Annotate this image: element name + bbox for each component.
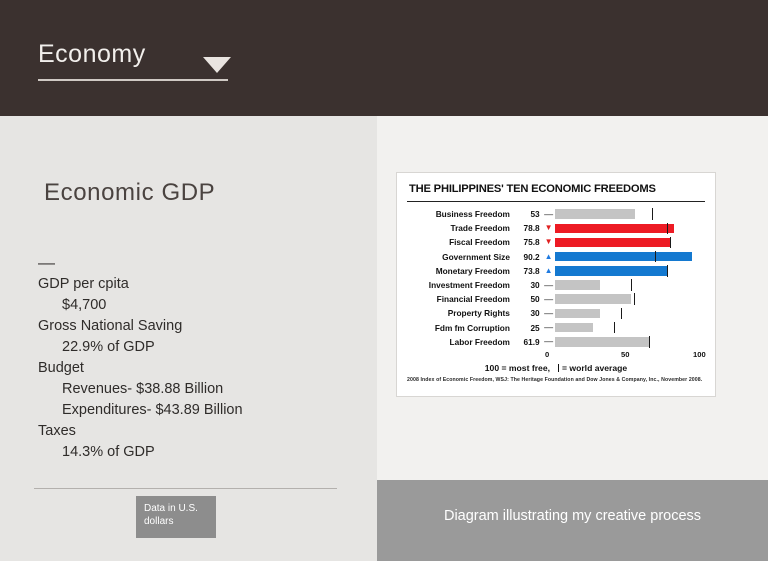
list-item: Gross National Saving bbox=[38, 318, 183, 334]
divider bbox=[34, 488, 337, 489]
table-row bbox=[407, 264, 705, 278]
table-row bbox=[407, 321, 705, 335]
row-track bbox=[555, 337, 705, 347]
world-average-tick bbox=[631, 279, 632, 291]
row-label: Business Freedom bbox=[435, 209, 510, 220]
row-value: 50 bbox=[530, 294, 540, 305]
row-bar bbox=[555, 323, 593, 333]
world-average-marker-icon bbox=[558, 364, 559, 372]
figure-caption: Diagram illustrating my creative process bbox=[443, 508, 702, 524]
table-row bbox=[407, 292, 705, 306]
trend-flat-icon: — bbox=[544, 336, 554, 347]
slide-header bbox=[0, 0, 768, 116]
trend-up-icon: ▲ bbox=[544, 265, 553, 275]
note-callout: Data in U.S. dollars bbox=[136, 496, 216, 538]
table-row bbox=[407, 207, 705, 221]
row-label: Monetary Freedom bbox=[435, 265, 510, 276]
row-label: Fdm fm Corruption bbox=[434, 322, 510, 333]
row-value: 53 bbox=[530, 209, 540, 220]
row-value: 75.8 bbox=[523, 237, 540, 248]
trend-flat-icon: — bbox=[544, 293, 554, 304]
row-bar bbox=[555, 209, 636, 219]
list-item: GDP per cpita bbox=[38, 276, 129, 292]
axis-tick-label: 100 bbox=[693, 349, 706, 359]
row-value: 25 bbox=[530, 322, 540, 333]
row-label: Financial Freedom bbox=[436, 294, 510, 305]
list-item: Revenues- $38.88 Billion bbox=[62, 381, 224, 397]
axis-tick-label: 50 bbox=[621, 349, 630, 359]
list-item: Taxes bbox=[38, 423, 76, 439]
row-track bbox=[555, 238, 705, 248]
table-row bbox=[407, 278, 705, 292]
row-bar bbox=[555, 224, 675, 234]
world-average-tick bbox=[614, 322, 615, 334]
row-bar bbox=[555, 252, 692, 262]
row-label: Government Size bbox=[442, 251, 510, 262]
row-value: 78.8 bbox=[523, 223, 540, 234]
row-bar bbox=[555, 238, 670, 248]
row-label: Investment Freedom bbox=[428, 280, 510, 291]
row-bar bbox=[555, 337, 649, 347]
world-average-tick bbox=[652, 208, 653, 220]
table-row bbox=[407, 221, 705, 235]
table-row bbox=[407, 250, 705, 264]
trend-flat-icon: — bbox=[544, 307, 554, 318]
row-value: 30 bbox=[530, 280, 540, 291]
world-average-tick bbox=[634, 293, 635, 305]
caption-bar bbox=[377, 480, 768, 561]
trend-flat-icon: — bbox=[544, 322, 554, 333]
trend-down-icon: ▼ bbox=[544, 237, 553, 247]
world-average-tick bbox=[621, 308, 622, 320]
legend-world-average: = world average bbox=[562, 362, 628, 373]
row-track bbox=[555, 323, 705, 333]
row-bar bbox=[555, 294, 631, 304]
chart-title: THE PHILIPPINES' TEN ECONOMIC FREEDOMS bbox=[409, 183, 656, 195]
chart-title-rule bbox=[407, 201, 705, 202]
list-item: Budget bbox=[38, 360, 84, 376]
row-track bbox=[555, 294, 705, 304]
row-track bbox=[555, 309, 705, 319]
trend-up-icon: ▲ bbox=[544, 251, 553, 261]
world-average-tick bbox=[667, 223, 668, 235]
row-track bbox=[555, 280, 705, 290]
section-title: Economic GDP bbox=[44, 179, 216, 206]
row-bar bbox=[555, 309, 601, 319]
trend-down-icon: ▼ bbox=[544, 223, 553, 233]
row-label: Trade Freedom bbox=[450, 223, 510, 234]
row-track bbox=[555, 266, 705, 276]
list-item: 22.9% of GDP bbox=[62, 339, 155, 355]
table-row bbox=[407, 235, 705, 249]
row-label: Property Rights bbox=[447, 308, 510, 319]
bullet-dash: — bbox=[38, 253, 55, 272]
chevron-down-icon[interactable] bbox=[203, 57, 231, 73]
row-bar bbox=[555, 280, 601, 290]
list-item: Expenditures- $43.89 Billion bbox=[62, 402, 243, 418]
page-title: Economy bbox=[38, 40, 146, 68]
left-content-panel bbox=[0, 116, 377, 561]
economic-freedoms-chart bbox=[396, 172, 716, 397]
chart-legend bbox=[407, 363, 705, 373]
world-average-tick bbox=[655, 251, 656, 263]
row-value: 30 bbox=[530, 308, 540, 319]
chart-rows bbox=[407, 207, 705, 349]
gdp-fact-list bbox=[38, 274, 358, 463]
table-row bbox=[407, 306, 705, 320]
world-average-tick bbox=[667, 265, 668, 277]
row-track bbox=[555, 252, 705, 262]
row-label: Labor Freedom bbox=[449, 336, 510, 347]
chart-source: 2008 Index of Economic Freedom, WSJ: The Heritage Foundation and Dow Jones & Company, Inc., November 2008. bbox=[407, 376, 703, 383]
trend-flat-icon: — bbox=[544, 279, 554, 290]
row-label: Fiscal Freedom bbox=[449, 237, 510, 248]
list-item: $4,700 bbox=[62, 297, 107, 313]
world-average-tick bbox=[649, 336, 650, 348]
list-item: 14.3% of GDP bbox=[62, 444, 155, 460]
chart-x-axis bbox=[545, 349, 706, 361]
trend-flat-icon: — bbox=[544, 208, 554, 219]
axis-tick-label: 0 bbox=[545, 349, 550, 359]
world-average-tick bbox=[670, 237, 671, 249]
row-track bbox=[555, 209, 705, 219]
row-value: 73.8 bbox=[523, 265, 540, 276]
legend-most-free: 100 = most free, bbox=[484, 362, 550, 373]
header-title-underline bbox=[38, 42, 228, 81]
row-track bbox=[555, 224, 705, 234]
row-value: 90.2 bbox=[523, 251, 540, 262]
row-bar bbox=[555, 266, 667, 276]
table-row bbox=[407, 335, 705, 349]
row-value: 61.9 bbox=[523, 336, 540, 347]
